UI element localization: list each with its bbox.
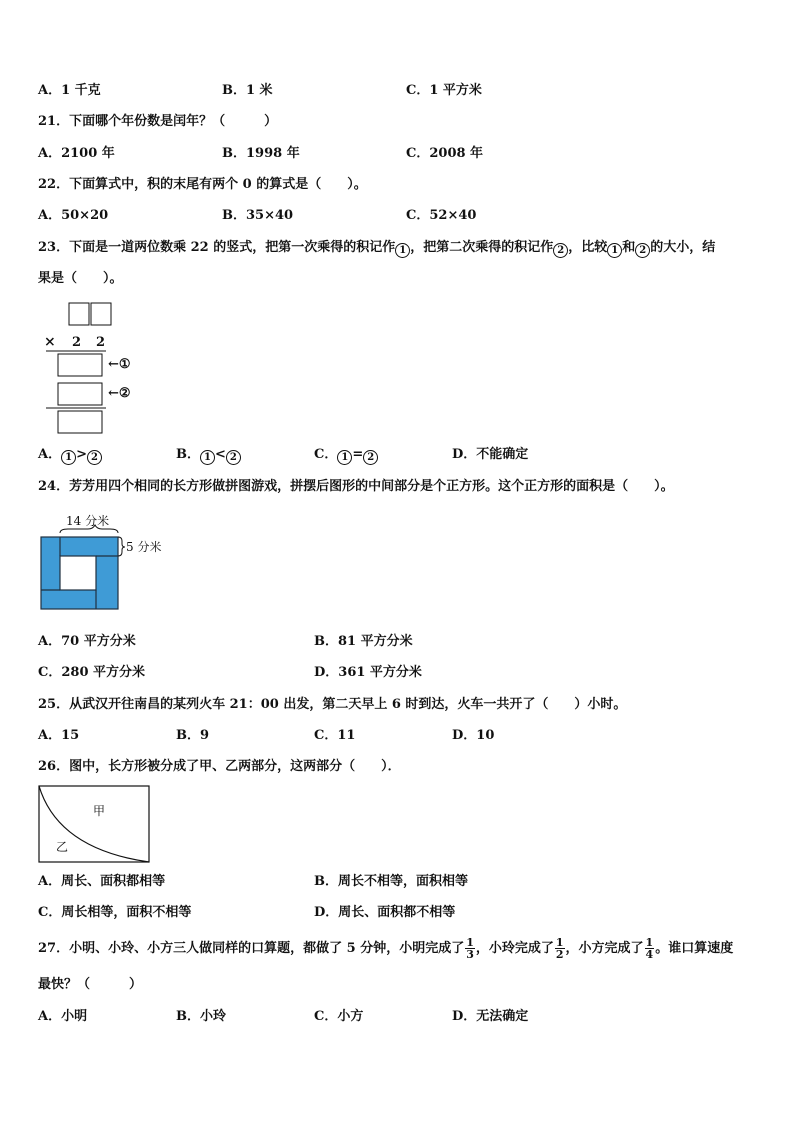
q23-multiplier-digit-2: 2 — [96, 335, 106, 350]
q24-stem: 24．芳芳用四个相同的长方形做拼图游戏，拼摆后图形的中间部分是个正方形。这个正方形的面积是（ ）。 — [38, 479, 674, 494]
q21-option-b[interactable]: B．1998 年 — [222, 146, 300, 161]
q23-option-c[interactable] — [314, 445, 378, 465]
q23-mark-1b: 1 — [607, 243, 622, 258]
q20-option-a[interactable]: A．1 千克 — [38, 83, 101, 98]
q23-option-b[interactable] — [176, 445, 241, 465]
q26-option-a[interactable]: A．周长、面积都相等 — [38, 874, 166, 889]
q22-stem: 22．下面算式中，积的末尾有两个 0 的算式是（ ）。 — [38, 177, 367, 192]
q23-stem-line2: 果是（ ）。 — [38, 271, 123, 286]
q24-side-label: 5 分米 — [126, 540, 162, 554]
q23-stem-part-a: 23．下面是一道两位数乘 22 的竖式，把第一次乘得的积记作 — [38, 240, 396, 255]
q23-option-c-mark-2: 2 — [363, 450, 378, 465]
q23-stem-part-e: 的大小，结 — [650, 240, 716, 255]
q23-mark-1: 1 — [395, 243, 410, 258]
q23-stem — [38, 238, 715, 258]
q23-product-box-3 — [58, 411, 102, 433]
q27-option-d[interactable]: D．无法确定 — [452, 1009, 529, 1024]
q27-stem-part-c: ，小方完成了 — [565, 941, 644, 956]
q27-stem-part-d: 。谁口算速度 — [655, 941, 734, 956]
q23-option-a[interactable] — [38, 445, 102, 465]
q25-option-d[interactable]: D．10 — [452, 728, 495, 743]
q23-stem-part-b: ，把第二次乘得的积记作 — [410, 240, 554, 255]
q23-arrow-2: ←② — [108, 386, 131, 401]
q22-option-a[interactable]: A．50×20 — [38, 208, 109, 223]
q23-mark-2: 2 — [553, 243, 568, 258]
q23-stem-part-c: ，比较 — [568, 240, 608, 255]
q23-option-a-relation: > — [76, 447, 87, 462]
q24-option-b[interactable]: B．81 平方分米 — [314, 634, 413, 649]
q27-stem-part-b: ，小玲完成了 — [475, 941, 554, 956]
q27-frac2-numerator: 1 — [555, 936, 564, 949]
q22-option-b[interactable]: B．35×40 — [222, 208, 294, 223]
q27-frac1-denominator: 3 — [466, 948, 474, 961]
q23-option-d[interactable]: D．不能确定 — [452, 447, 529, 462]
q23-product-box-2 — [58, 383, 102, 405]
q25-option-b[interactable]: B．9 — [176, 728, 210, 743]
q23-arrow-1: ←① — [108, 357, 131, 372]
q27-stem — [38, 937, 733, 960]
q23-stem-part-d: 和 — [622, 240, 636, 255]
q23-product-box-1 — [58, 354, 102, 376]
q23-option-b-letter: B． — [176, 447, 200, 462]
q25-stem: 25．从武汉开往南昌的某列火车 21：00 出发，第二天早上 6 时到达，火车一共开了（ ）小时。 — [38, 697, 627, 712]
q27-option-a[interactable]: A．小明 — [38, 1009, 88, 1024]
q23-vertical-multiplication-figure — [38, 298, 168, 438]
q24-rectangles-figure — [38, 511, 168, 613]
q23-option-a-mark-2: 2 — [87, 450, 102, 465]
q23-multiplier-digit-1: 2 — [72, 335, 82, 350]
q24-side-brace — [118, 537, 125, 556]
q23-times-sign: × — [44, 334, 56, 350]
q26-stem: 26．图中，长方形被分成了甲、乙两部分，这两部分（ ）． — [38, 759, 401, 774]
q25-option-a[interactable]: A．15 — [38, 728, 80, 743]
q27-frac1-numerator: 1 — [466, 936, 474, 949]
q24-option-c[interactable]: C．280 平方分米 — [38, 665, 146, 680]
q23-option-a-letter: A． — [38, 447, 62, 462]
q27-fraction-xiaofang — [645, 937, 655, 960]
q27-stem-part-a: 27．小明、小玲、小方三人做同样的口算题，都做了 5 分钟，小明完成了 — [38, 941, 465, 956]
q23-digit-box-2 — [91, 303, 111, 325]
q23-option-c-mark-1: 1 — [337, 450, 352, 465]
q26-option-b[interactable]: B．周长不相等，面积相等 — [314, 874, 468, 889]
q26-option-c[interactable]: C．周长相等，面积不相等 — [38, 905, 192, 920]
q20-option-c[interactable]: C．1 平方米 — [406, 83, 482, 98]
q24-option-d[interactable]: D．361 平方分米 — [314, 665, 422, 680]
q27-frac3-numerator: 1 — [645, 936, 654, 949]
q26-label-jia: 甲 — [93, 804, 106, 818]
q27-stem-line2: 最快？（ ） — [38, 977, 143, 992]
q27-option-c[interactable]: C．小方 — [314, 1009, 364, 1024]
q20-option-b[interactable]: B．1 米 — [222, 83, 273, 98]
q23-option-c-letter: C． — [314, 447, 338, 462]
q27-option-b[interactable]: B．小玲 — [176, 1009, 226, 1024]
q26-option-d[interactable]: D．周长、面积都不相等 — [314, 905, 456, 920]
q26-label-yi: 乙 — [56, 840, 69, 854]
q26-rectangle-figure — [38, 785, 153, 865]
q27-fraction-xiaoming — [465, 937, 475, 960]
q23-option-b-mark-1: 1 — [200, 450, 215, 465]
q27-frac3-denominator: 4 — [645, 948, 654, 961]
q22-option-c[interactable]: C．52×40 — [406, 208, 477, 223]
q23-option-b-relation: < — [215, 447, 226, 462]
q23-option-a-mark-1: 1 — [61, 450, 76, 465]
q24-center-square — [60, 556, 96, 590]
q24-top-label: 14 分米 — [66, 514, 110, 528]
q27-frac2-denominator: 2 — [555, 948, 564, 961]
q24-option-a[interactable]: A．70 平方分米 — [38, 634, 136, 649]
q23-option-b-mark-2: 2 — [226, 450, 241, 465]
q27-fraction-xiaoling — [555, 937, 565, 960]
q21-option-a[interactable]: A．2100 年 — [38, 146, 115, 161]
q23-option-c-relation: = — [352, 447, 364, 462]
q21-option-c[interactable]: C．2008 年 — [406, 146, 484, 161]
q23-digit-box-1 — [69, 303, 89, 325]
q21-stem: 21．下面哪个年份数是闰年？（ ） — [38, 114, 278, 129]
q23-mark-2b: 2 — [635, 243, 650, 258]
q25-option-c[interactable]: C．11 — [314, 728, 356, 743]
